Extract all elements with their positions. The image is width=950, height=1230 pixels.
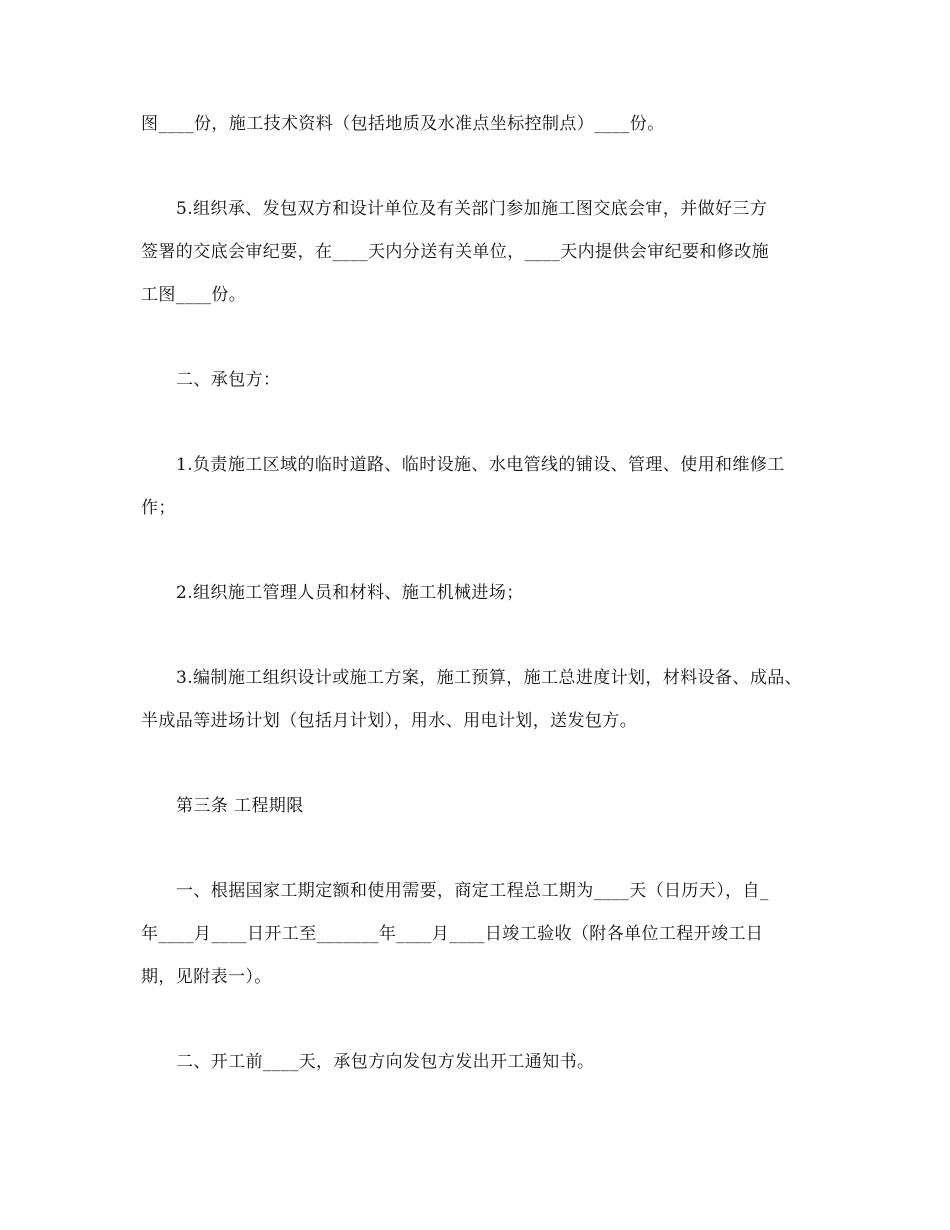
contractor-item-2: 2.组织施工管理人员和材料、施工机械进场； bbox=[176, 583, 524, 603]
period-item-1-line-1: 一、根据国家工期定额和使用需要，商定工程总工期为____天（日历天），自_ bbox=[176, 881, 769, 901]
article-heading-project-period: 第三条 工程期限 bbox=[176, 796, 304, 816]
period-item-1-line-3: 期，见附表一）。 bbox=[141, 967, 272, 987]
contractor-item-3-line-1: 3.编制施工组织设计或施工方案，施工预算，施工总进度计划，材料设备、成品、 bbox=[176, 668, 803, 688]
contractor-item-1-line-2: 作； bbox=[141, 498, 176, 518]
period-item-1-line-2: 年____月____日开工至_______年____月____日竣工验收（附各单位工程开竣工日 bbox=[141, 924, 764, 944]
contractor-item-1-line-1: 1.负责施工区域的临时道路、临时设施、水电管线的铺设、管理、使用和维修工 bbox=[176, 455, 785, 475]
paragraph-item-5-line-1: 5.组织承、发包双方和设计单位及有关部门参加施工图交底会审，并做好三方 bbox=[176, 199, 768, 219]
contractor-item-3-line-2: 半成品等进场计划（包括月计划），用水、用电计划，送发包方。 bbox=[141, 711, 638, 731]
paragraph-item-5-line-2: 签署的交底会审纪要，在____天内分送有关单位，____天内提供会审纪要和修改施 bbox=[141, 242, 769, 262]
section-heading-contractor: 二、承包方： bbox=[176, 370, 281, 390]
period-item-2: 二、开工前____天，承包方向发包方发出开工通知书。 bbox=[176, 1052, 595, 1072]
paragraph-item-5-line-3: 工图____份。 bbox=[141, 285, 247, 305]
text-line: 图____份，施工技术资料（包括地质及水准点坐标控制点）____份。 bbox=[141, 114, 665, 134]
